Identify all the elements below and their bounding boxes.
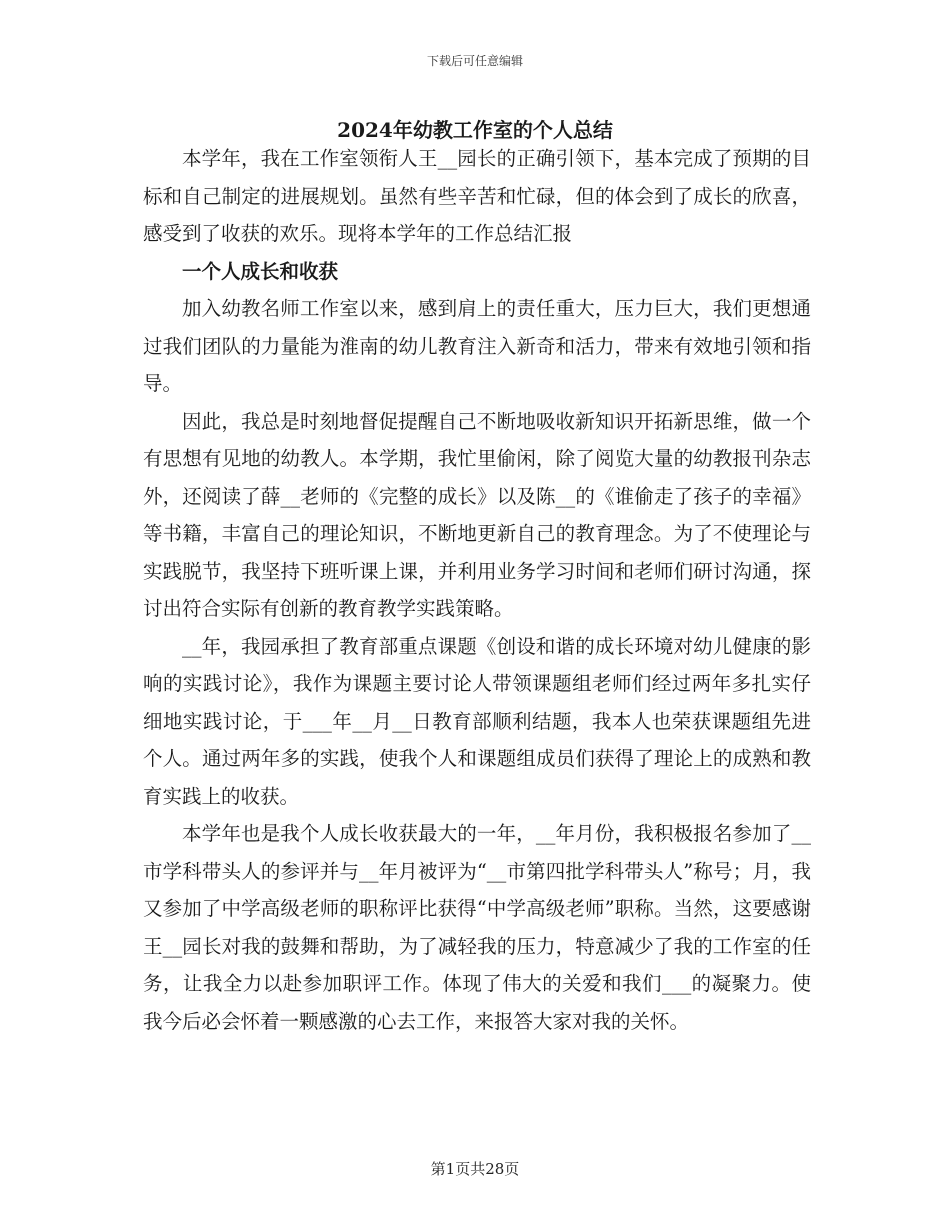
intro-paragraph: 本学年，我在工作室领衔人王__园长的正确引领下，基本完成了预期的目标和自己制定的进展规划。虽然有些辛苦和忙碌，但的体会到了成长的欣喜，感受到了收获的欢乐。现将本学年的工作总结汇报 [143, 147, 811, 245]
page-number: 第1页共28页 [430, 1160, 520, 1178]
section-heading: 一个人成长和收获 [182, 259, 339, 283]
document-title: 2024年幼教工作室的个人总结 [337, 118, 613, 142]
body-paragraph-2: 因此，我总是时刻地督促提醒自己不断地吸收新知识开拓新思维，做一个有思想有见地的幼教人。本学期，我忙里偷闲，除了阅览大量的幼教报刊杂志外，还阅读了薛__老师的《完整的成长》以及陈__的《谁偷走了孩子的幸福》等书籍，丰富自己的理论知识，不断地更新自己的教育理念。为了不使理论与实践脱节，我坚持下班听课上课，并利用业务学习时间和老师们研讨沟通，探讨出符合实际有创新的教育教学实践策略。 [143, 409, 811, 620]
body-paragraph-4: 本学年也是我个人成长收获最大的一年，__年月份，我积极报名参加了__市学科带头人的参评并与__年月被评为“__市第四批学科带头人”称号；月，我又参加了中学高级老师的职称评比获得“中学高级老师”职称。当然，这要感谢王__园长对我的鼓舞和帮助，为了减轻我的压力，特意减少了我的工作室的任务，让我全力以赴参加职评工作。体现了伟大的关爱和我们___的凝聚力。使我今后必会怀着一颗感激的心去工作，来报答大家对我的关怀。 [143, 822, 811, 1033]
body-paragraph-1: 加入幼教名师工作室以来，感到肩上的责任重大，压力巨大，我们更想通过我们团队的力量能为淮南的幼儿教育注入新奇和活力，带来有效地引领和指导。 [143, 297, 811, 395]
document-body [143, 140, 811, 1040]
download-note: 下载后可任意编辑 [426, 54, 523, 68]
body-paragraph-3: __年，我园承担了教育部重点课题《创设和谐的成长环境对幼儿健康的影响的实践讨论》，我作为课题主要讨论人带领课题组老师们经过两年多扎实仔细地实践讨论，于___年__月__日教育部顺利结题，我本人也荣获课题组先进个人。通过两年多的实践，使我个人和课题组成员们获得了理论上的成熟和教育实践上的收获。 [143, 634, 811, 808]
